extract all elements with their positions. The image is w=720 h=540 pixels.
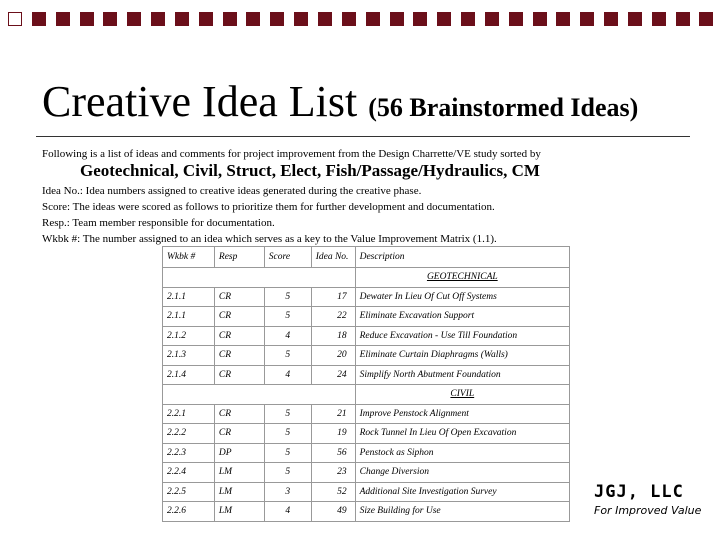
page-title-main: Creative Idea List	[42, 77, 358, 126]
cell-description: Eliminate Excavation Support	[355, 307, 569, 327]
cell-idea-no: 49	[311, 502, 355, 522]
table-row	[163, 287, 570, 307]
decorative-square	[80, 12, 94, 26]
title-divider	[36, 136, 690, 137]
decorative-square	[699, 12, 713, 26]
cell-description: Reduce Excavation - Use Till Foundation	[355, 326, 569, 346]
decorative-square	[223, 12, 237, 26]
decorative-square	[127, 12, 141, 26]
decorative-square	[151, 12, 165, 26]
cell-wkbk: 2.2.1	[163, 404, 215, 424]
decorative-square	[8, 12, 22, 26]
cell-description: Size Building for Use	[355, 502, 569, 522]
header-idea-no: Idea No.	[311, 247, 355, 268]
table-row	[163, 424, 570, 444]
cell-score: 3	[264, 482, 311, 502]
cell-idea-no: 21	[311, 404, 355, 424]
cell-idea-no: 56	[311, 443, 355, 463]
cell-resp: CR	[214, 346, 264, 366]
cell-score: 5	[264, 307, 311, 327]
section-spacer	[163, 385, 356, 405]
header-description: Description	[355, 247, 569, 268]
cell-resp: LM	[214, 482, 264, 502]
decorative-square	[342, 12, 356, 26]
decorative-square	[56, 12, 70, 26]
ideas-table-body	[163, 268, 570, 522]
section-row	[163, 268, 570, 288]
decorative-square	[413, 12, 427, 26]
table-row	[163, 365, 570, 385]
cell-wkbk: 2.1.4	[163, 365, 215, 385]
cell-description: Change Diversion	[355, 463, 569, 483]
company-logo	[594, 482, 701, 517]
cell-wkbk: 2.2.3	[163, 443, 215, 463]
cell-resp: CR	[214, 404, 264, 424]
table-row	[163, 482, 570, 502]
cell-description: Penstock as Siphon	[355, 443, 569, 463]
table-row	[163, 307, 570, 327]
cell-description: Improve Penstock Alignment	[355, 404, 569, 424]
decorative-square	[103, 12, 117, 26]
decorative-top-bar	[8, 12, 716, 26]
cell-idea-no: 18	[311, 326, 355, 346]
cell-idea-no: 52	[311, 482, 355, 502]
cell-resp: LM	[214, 502, 264, 522]
cell-score: 4	[264, 365, 311, 385]
decorative-square	[628, 12, 642, 26]
table-row	[163, 502, 570, 522]
definitions-list	[42, 183, 497, 247]
cell-idea-no: 20	[311, 346, 355, 366]
decorative-square	[199, 12, 213, 26]
cell-wkbk: 2.1.3	[163, 346, 215, 366]
decorative-square	[437, 12, 451, 26]
definition-idea-no: Idea No.: Idea numbers assigned to creative ideas generated during the creative phase.	[42, 185, 422, 197]
cell-score: 5	[264, 463, 311, 483]
page-title-sub: (56 Brainstormed Ideas)	[368, 93, 639, 122]
cell-description: Additional Site Investigation Survey	[355, 482, 569, 502]
section-title: GEOTECHNICAL	[355, 268, 569, 288]
ideas-table	[162, 246, 570, 522]
decorative-square	[676, 12, 690, 26]
logo-tagline: For Improved Value	[594, 504, 702, 517]
decorative-square	[318, 12, 332, 26]
cell-score: 5	[264, 287, 311, 307]
decorative-square	[556, 12, 570, 26]
cell-resp: LM	[214, 463, 264, 483]
section-row	[163, 385, 570, 405]
table-row	[163, 326, 570, 346]
decorative-square	[485, 12, 499, 26]
decorative-square	[652, 12, 666, 26]
page-title	[42, 78, 638, 132]
section-spacer	[163, 268, 356, 288]
definition-resp: Resp.: Team member responsible for documentation.	[42, 217, 275, 229]
logo-name: JGJ, LLC	[594, 482, 684, 502]
decorative-square	[604, 12, 618, 26]
decorative-square	[461, 12, 475, 26]
decorative-square	[270, 12, 284, 26]
cell-idea-no: 24	[311, 365, 355, 385]
cell-wkbk: 2.1.1	[163, 307, 215, 327]
cell-description: Dewater In Lieu Of Cut Off Systems	[355, 287, 569, 307]
decorative-square	[246, 12, 260, 26]
decorative-square	[366, 12, 380, 26]
table-row	[163, 463, 570, 483]
decorative-square	[580, 12, 594, 26]
header-resp: Resp	[214, 247, 264, 268]
cell-wkbk: 2.1.1	[163, 287, 215, 307]
cell-description: Eliminate Curtain Diaphragms (Walls)	[355, 346, 569, 366]
cell-score: 4	[264, 502, 311, 522]
cell-description: Rock Tunnel In Lieu Of Open Excavation	[355, 424, 569, 444]
cell-score: 5	[264, 443, 311, 463]
categories-heading: Geotechnical, Civil, Struct, Elect, Fish/Passage/Hydraulics, CM	[80, 161, 540, 180]
cell-idea-no: 23	[311, 463, 355, 483]
cell-wkbk: 2.2.4	[163, 463, 215, 483]
decorative-square	[390, 12, 404, 26]
cell-score: 4	[264, 326, 311, 346]
cell-resp: DP	[214, 443, 264, 463]
header-wkbk: Wkbk #	[163, 247, 215, 268]
decorative-square	[533, 12, 547, 26]
cell-idea-no: 19	[311, 424, 355, 444]
decorative-square	[294, 12, 308, 26]
table-row	[163, 443, 570, 463]
cell-resp: CR	[214, 287, 264, 307]
cell-resp: CR	[214, 307, 264, 327]
table-row	[163, 346, 570, 366]
cell-resp: CR	[214, 424, 264, 444]
intro-text: Following is a list of ideas and comments for project improvement from the Design Charrette/VE study sorted by	[42, 148, 541, 160]
cell-wkbk: 2.1.2	[163, 326, 215, 346]
cell-score: 5	[264, 404, 311, 424]
cell-wkbk: 2.2.2	[163, 424, 215, 444]
cell-wkbk: 2.2.5	[163, 482, 215, 502]
cell-idea-no: 17	[311, 287, 355, 307]
cell-idea-no: 22	[311, 307, 355, 327]
cell-score: 5	[264, 346, 311, 366]
cell-description: Simplify North Abutment Foundation	[355, 365, 569, 385]
definition-wkbk: Wkbk #: The number assigned to an idea which serves as a key to the Value Improvement Matrix (1.1).	[42, 233, 497, 245]
decorative-square	[175, 12, 189, 26]
definition-score: Score: The ideas were scored as follows to prioritize them for further development and documentation.	[42, 201, 495, 213]
table-row	[163, 404, 570, 424]
decorative-square	[32, 12, 46, 26]
cell-resp: CR	[214, 365, 264, 385]
cell-resp: CR	[214, 326, 264, 346]
decorative-square	[509, 12, 523, 26]
section-title: CIVIL	[355, 385, 569, 405]
header-score: Score	[264, 247, 311, 268]
table-header-row	[163, 247, 570, 268]
cell-wkbk: 2.2.6	[163, 502, 215, 522]
cell-score: 5	[264, 424, 311, 444]
